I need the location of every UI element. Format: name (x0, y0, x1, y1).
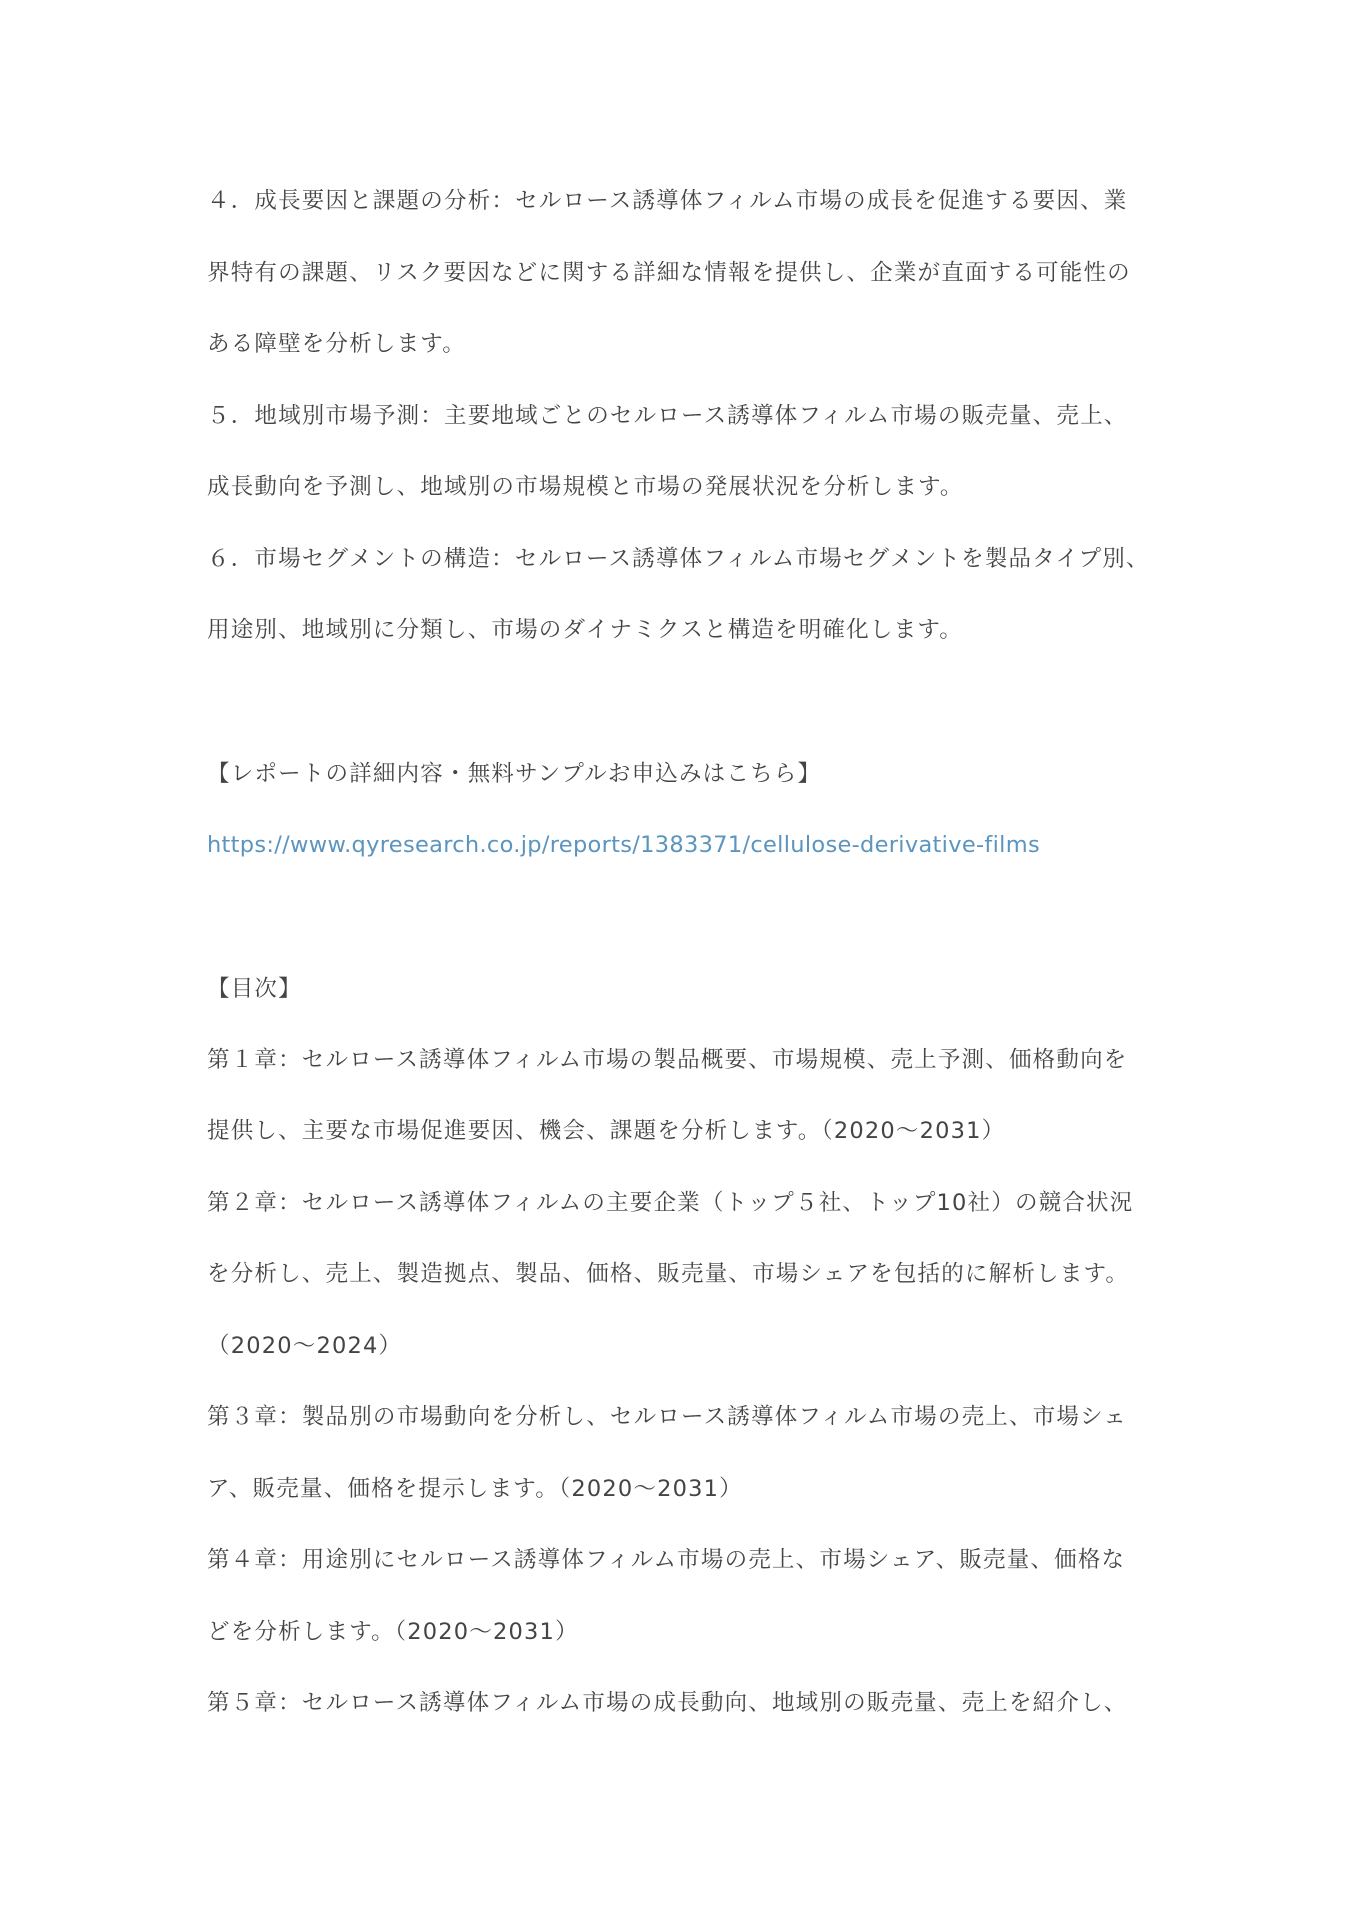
toc-ch4-line2: どを分析します。（2020～2031） (207, 1619, 579, 1645)
section5-line1: ５．地域別市場予測：主要地域ごとのセルロース誘導体フィルム市場の販売量、売上、 (207, 403, 1128, 429)
toc-ch3-line2: ア、販売量、価格を提示します。（2020～2031） (207, 1476, 743, 1502)
section5-line2: 成長動向を予測し、地域別の市場規模と市場の発展状況を分析します。 (207, 474, 964, 500)
section4-line2: 界特有の課題、リスク要因などに関する詳細な情報を提供し、企業が直面する可能性の (207, 260, 1131, 286)
section4-line3: ある障壁を分析します。 (207, 331, 466, 357)
report-link[interactable]: https://www.qyresearch.co.jp/reports/1383371/cellulose-derivative-films (207, 832, 1040, 858)
toc-ch2-line1: 第２章：セルロース誘導体フィルムの主要企業（トップ５社、トップ10社）の競合状況 (207, 1190, 1134, 1216)
toc-ch1-line1: 第１章：セルロース誘導体フィルム市場の製品概要、市場規模、売上予測、価格動向を (207, 1047, 1128, 1073)
toc-ch1-line2: 提供し、主要な市場促進要因、機会、課題を分析します。（2020～2031） (207, 1118, 1006, 1144)
section6-line2: 用途別、地域別に分類し、市場のダイナミクスと構造を明確化します。 (207, 617, 963, 643)
toc-ch5-line1: 第５章：セルロース誘導体フィルム市場の成長動向、地域別の販売量、売上を紹介し、 (207, 1690, 1128, 1716)
toc-heading: 【目次】 (207, 976, 302, 1002)
toc-ch3-line1: 第３章：製品別の市場動向を分析し、セルロース誘導体フィルム市場の売上、市場シェ (207, 1404, 1128, 1430)
section4-line1: ４．成長要因と課題の分析：セルロース誘導体フィルム市場の成長を促進する要因、業 (207, 188, 1128, 214)
toc-ch2-line2: を分析し、売上、製造拠点、製品、価格、販売量、市場シェアを包括的に解析します。 (207, 1261, 1130, 1287)
section6-line1: ６．市場セグメントの構造：セルロース誘導体フィルム市場セグメントを製品タイプ別、 (207, 546, 1150, 572)
report-url-row (207, 828, 1167, 862)
report-heading: 【レポートの詳細内容・無料サンプルお申込みはこちら】 (207, 761, 822, 787)
toc-ch2-line3: （2020～2024） (207, 1333, 403, 1359)
toc-ch4-line1: 第４章：用途別にセルロース誘導体フィルム市場の売上、市場シェア、販売量、価格な (207, 1547, 1126, 1573)
